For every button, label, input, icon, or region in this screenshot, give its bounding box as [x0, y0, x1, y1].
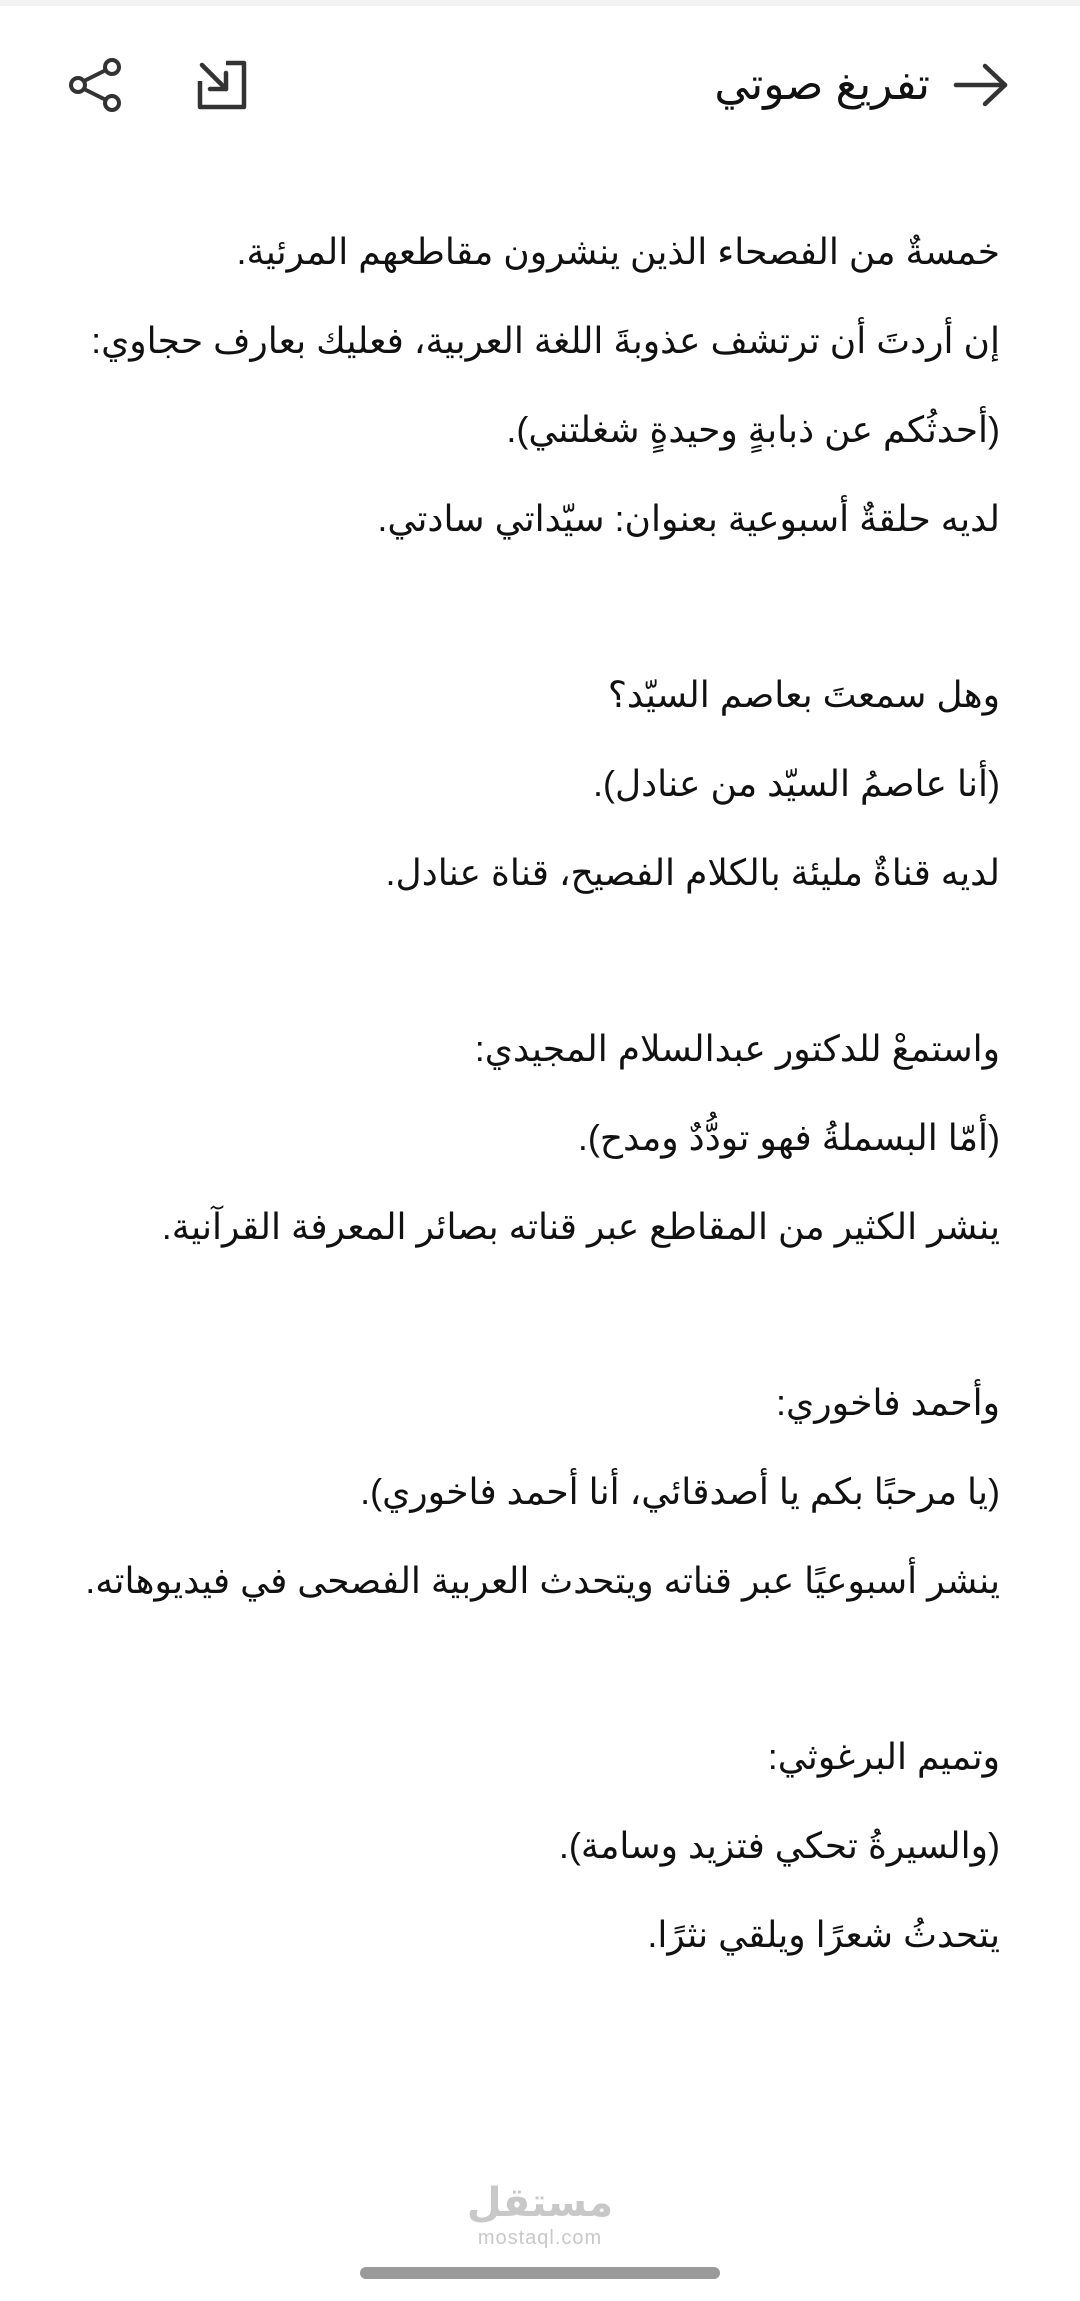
- transcript-line: واستمعْ للدكتور عبدالسلام المجيدي:: [474, 1028, 1000, 1069]
- page-title: تفريغ صوتي: [714, 60, 930, 109]
- transcript-line: (يا مرحبًا بكم يا أصدقائي، أنا أحمد فاخوري).: [360, 1471, 1000, 1512]
- transcript-line: وأحمد فاخوري:: [776, 1382, 1000, 1423]
- transcript-line: لديه حلقةٌ أسبوعية بعنوان: سيّداتي سادتي.: [377, 498, 1000, 539]
- transcript-line: وهل سمعتَ بعاصم السيّد؟: [607, 674, 1000, 715]
- watermark-logo: مستقل: [466, 2181, 614, 2225]
- transcript-line: إن أردتَ أن ترتشف عذوبةَ اللغة العربية، فعليك بعارف حجاوي:: [91, 320, 1000, 361]
- home-indicator[interactable]: [360, 2267, 720, 2279]
- transcript-line: ينشر أسبوعيًا عبر قناته ويتحدث العربية الفصحى في فيديوهاته.: [85, 1560, 1000, 1601]
- watermark-url: mostaql.com: [477, 2227, 603, 2249]
- open-external-button[interactable]: [189, 52, 255, 118]
- transcript-blank-line: [40, 1286, 1000, 1373]
- share-button[interactable]: [62, 52, 128, 118]
- transcript-blank-line: [40, 1640, 1000, 1727]
- status-bar-edge: [0, 0, 1080, 6]
- open-external-icon: [196, 59, 248, 111]
- transcript-line: (أحدثُكم عن ذبابةٍ وحيدةٍ شغلتني).: [506, 409, 1000, 450]
- transcript-line: ينشر الكثير من المقاطع عبر قناته بصائر المعرفة القرآنية.: [161, 1206, 1000, 1247]
- transcript-line: وتميم البرغوثي:: [767, 1736, 1000, 1777]
- transcript-line: يتحدثُ شعرًا ويلقي نثرًا.: [647, 1914, 1000, 1955]
- transcript-blank-line: [40, 578, 1000, 665]
- transcript-line: خمسةٌ من الفصحاء الذين ينشرون مقاطعهم المرئية.: [236, 231, 1000, 272]
- transcript-blank-line: [40, 932, 1000, 1019]
- share-icon: [68, 58, 122, 112]
- back-button[interactable]: [948, 52, 1014, 118]
- transcript-text: [40, 222, 1000, 1994]
- transcript-line: (أنا عاصمُ السيّد من عنادل).: [593, 763, 1000, 804]
- mostaql-watermark: [0, 2180, 1080, 2250]
- arrow-right-icon: [953, 63, 1009, 107]
- transcript-line: (أمّا البسملةُ فهو تودُّدٌ ومدح).: [577, 1117, 1000, 1158]
- transcript-line: (والسيرةُ تحكي فتزيد وسامة).: [558, 1825, 1000, 1866]
- app-header: [0, 40, 1080, 130]
- transcript-line: لديه قناةٌ مليئة بالكلام الفصيح، قناة عنادل.: [385, 852, 1000, 893]
